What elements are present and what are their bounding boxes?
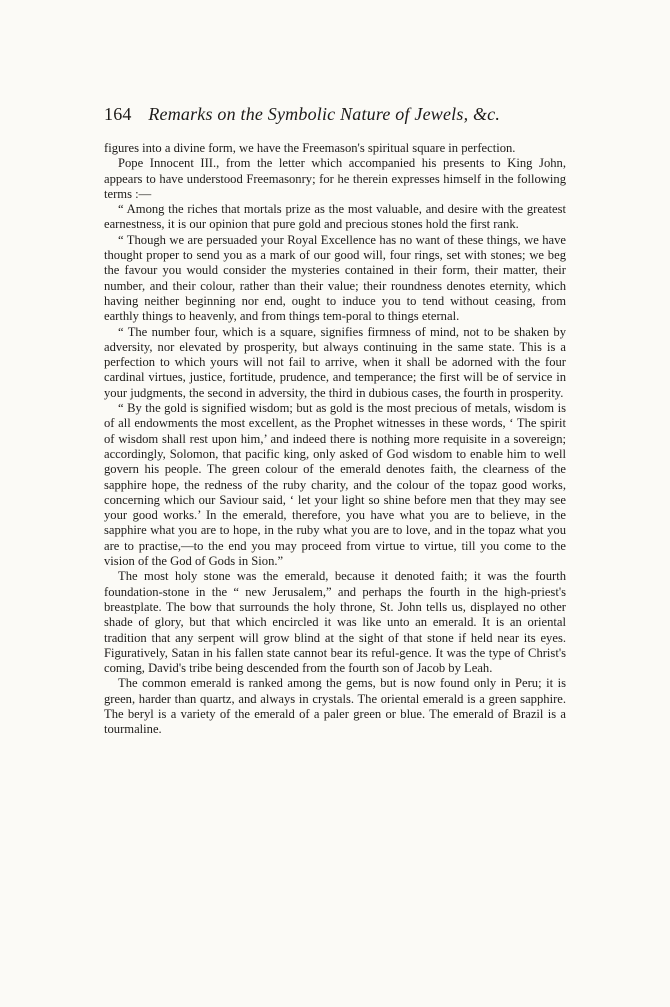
page-number: 164	[104, 104, 132, 124]
paragraph: “ Though we are persuaded your Royal Excellence has no want of these things, we have thought proper to send you as a mark of our good will, four rings, set with stones; we beg the favour you would consider the mysteries contained in their form, their matter, their number, and their colour, rather than their value; their roundness denotes eternity, which having neither beginning nor end, ought to induce you to tend without ceasing, from earthly things to heavenly, and from things tem-poral to things eternal.	[104, 232, 566, 324]
paragraph: “ Among the riches that mortals prize as the most valuable, and desire with the greatest earnestness, it is our opinion that pure gold and precious stones hold the first rank.	[104, 202, 566, 232]
paragraph: Pope Innocent III., from the letter which accompanied his presents to King John, appears to have understood Freemasonry; for he therein expresses himself in the following terms :—	[104, 156, 566, 201]
body-text	[104, 141, 566, 738]
page-header	[104, 104, 566, 125]
paragraph: figures into a divine form, we have the Freemason's spiritual square in perfection.	[104, 141, 516, 155]
paragraph: “ By the gold is signified wisdom; but as gold is the most precious of metals, wisdom is of all endowments the most excellent, as the Prophet witnesses in these words, ‘ The spirit of wisdom shall rest upon him,’ and indeed there is nothing more requisite in a sovereign; accordingly, Solomon, that pacific king, only asked of God wisdom to enable him to well govern his people. The green colour of the emerald denotes faith, the clearness of the sapphire hope, the redness of the ruby charity, and the colour of the topaz good works, concerning which our Saviour said, ‘ let your light so shine before men that they may see your good works.’ In the emerald, therefore, you have what you are to believe, in the sapphire what you are to hope, in the ruby what you are to love, and in the topaz what you are to practise,—to the end you may proceed from virtue to virtue, till you come to the vision of the God of Gods in Sion.”	[104, 401, 566, 569]
paragraph: The most holy stone was the emerald, because it denoted faith; it was the fourth foundation-stone in the “ new Jerusalem,” and perhaps the fourth in the high-priest's breastplate. The bow that surrounds the holy throne, St. John tells us, displayed no other shade of glory, but that which encircled it was like unto an emerald. It is an oriental tradition that any serpent will grow blind at the sight of that stone if held near its eyes. Figuratively, Satan in his fallen state cannot bear its reful-gence. It was the type of Christ's coming, David's tribe being descended from the fourth son of Jacob by Leah.	[104, 569, 566, 676]
running-title: Remarks on the Symbolic Nature of Jewels, &c.	[148, 104, 501, 124]
paragraph: “ The number four, which is a square, signifies firmness of mind, not to be shaken by adversity, nor elevated by prosperity, but always continuing in the same state. This is a perfection to which yours will not fail to arrive, when it shall be adorned with the four cardinal virtues, justice, fortitude, prudence, and temperance; the first will be of service in your judgments, the second in adversity, the third in dubious cases, the fourth in prosperity.	[104, 324, 566, 400]
paragraph: The common emerald is ranked among the gems, but is now found only in Peru; it is green, harder than quartz, and always in crystals. The oriental emerald is a green sapphire. The beryl is a variety of the emerald of a paler green or blue. The emerald of Brazil is a tourmaline.	[104, 676, 566, 737]
